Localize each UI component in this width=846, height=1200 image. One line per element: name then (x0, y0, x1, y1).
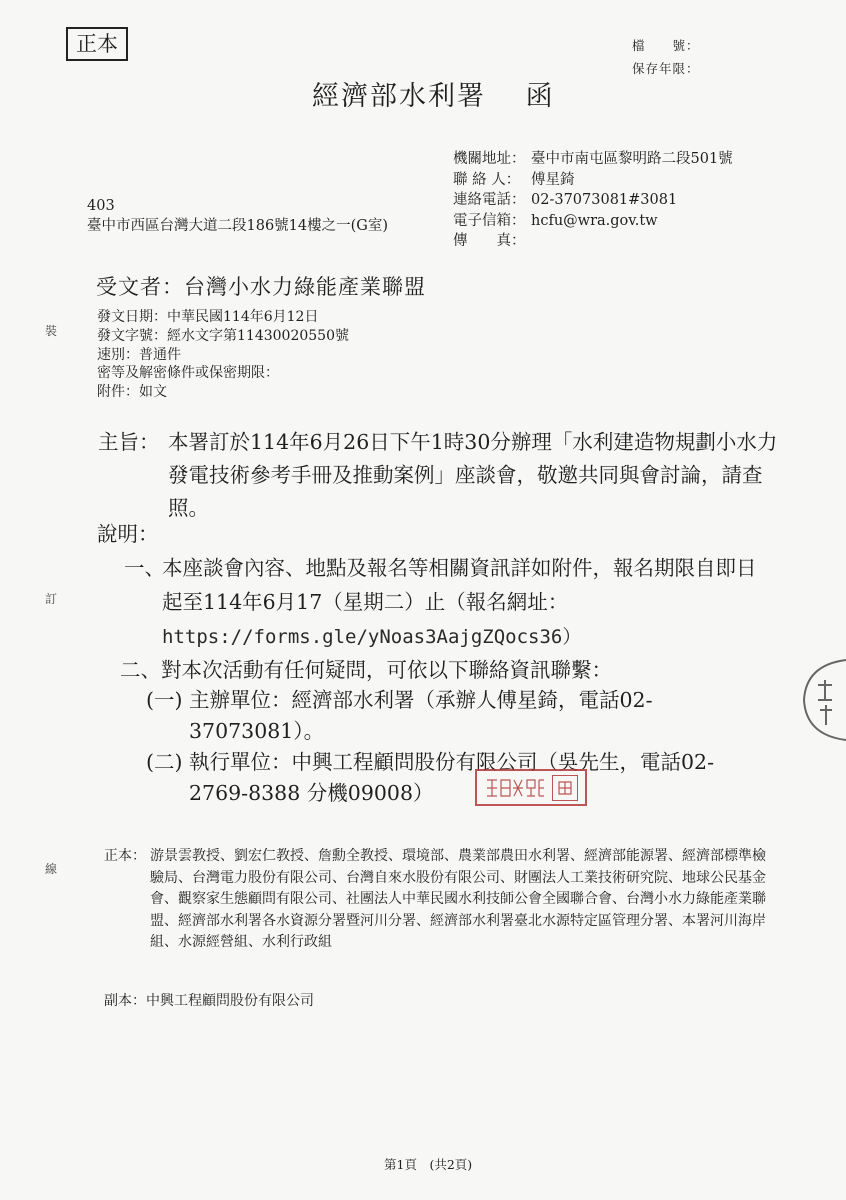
sub-item-2-body: 執行單位：中興工程顧問股份有限公司（吳先生，電話02-2769-8388 分機09008） (189, 750, 715, 805)
sender-contact: 傅星錡 (531, 171, 575, 188)
original-copy-stamp: 正本 (66, 27, 128, 61)
subject-body: 本署訂於114年6月26日下午1時30分辦理「水利建造物規劃小水力發電技術參考手冊及推動案例」座談會，敬邀共同與會討論，請查照。 (168, 430, 778, 520)
copy-recipients: 副本：中興工程顧問股份有限公司 (104, 993, 314, 1009)
binding-mark-line: 線 (45, 862, 58, 876)
sender-phone: 02-37073081#3081 (531, 192, 678, 208)
phone-label: 連絡電話： (453, 192, 526, 208)
file-number-label: 檔 號： (632, 38, 700, 53)
partial-stamp-icon (796, 655, 846, 745)
sub-item-1-number: (一) (146, 688, 183, 712)
seal-glyphs-icon (484, 776, 546, 800)
sender-address: 臺中市南屯區黎明路二段501號 (531, 151, 733, 167)
item-1-body: 本座談會內容、地點及報名等相關資訊詳如附件，報名期限自即日起至114年6月17（星期二）止（報名網址： (162, 556, 757, 614)
recipient: 受文者：台灣小水力綠能產業聯盟 (96, 275, 426, 299)
item-1-number: 一、 (124, 556, 165, 580)
retention-label: 保存年限： (632, 61, 700, 76)
document-meta (97, 308, 349, 402)
sender-email: hcfu@wra.gov.tw (531, 212, 658, 229)
company-seal (475, 769, 587, 806)
email-label: 電子信箱： (453, 212, 526, 229)
sender-info (453, 149, 733, 252)
document-title: 經濟部水利署 函 (312, 81, 555, 112)
issue-date: 發文日期：中華民國114年6月12日 (97, 309, 319, 325)
receiver-street: 臺中市西區台灣大道二段186號14樓之一(G室) (87, 217, 389, 234)
file-meta (632, 34, 700, 80)
sub-item-1-body: 主辦單位：經濟部水利署（承辦人傅星錡，電話02-37073081）。 (189, 688, 653, 743)
registration-link[interactable]: https://forms.gle/yNoas3AajgZQocs36） (162, 626, 582, 648)
contact-label: 聯 絡 人： (453, 171, 521, 188)
explanation-title: 說明： (97, 522, 159, 546)
seal-mark-icon (556, 779, 574, 797)
attachment: 附件：如文 (97, 384, 167, 401)
issue-number: 發文字號：經水文字第11430020550號 (97, 327, 349, 344)
sub-item-2-number: (二) (146, 750, 183, 774)
fax-label: 傳 真： (453, 233, 526, 249)
address-label: 機關地址： (453, 151, 526, 167)
explanation-item-2: 二、對本次活動有任何疑問，可依以下聯絡資訊聯繫： (120, 658, 612, 682)
page-footer: 第1頁 (共2頁) (384, 1157, 473, 1172)
receiver-address (87, 197, 422, 236)
binding-mark-bind: 裝 (45, 324, 58, 338)
original-recipients-label: 正本： (104, 848, 146, 864)
speed: 速別：普通件 (97, 346, 181, 363)
seal-inner-box (552, 775, 578, 801)
subject-label: 主旨： (98, 430, 160, 454)
receiver-zip: 403 (87, 198, 115, 214)
secrecy: 密等及解密條件或保密期限： (97, 365, 279, 382)
binding-mark-staple: 訂 (45, 592, 58, 606)
original-recipients-list: 游景雲教授、劉宏仁教授、詹勳全教授、環境部、農業部農田水利署、經濟部能源署、經濟部標準檢驗局、台灣電力股份有限公司、台灣自來水股份有限公司、財團法人工業技術研究院、地球公民基金會、觀察家生態顧問有限公司、社團法人中華民國水利技師公會全國聯合會、台灣小水力綠能產業聯盟、經濟部水利署各水資源分署暨河川分署、經濟部水利署臺北水源特定區管理分署、本署河川海岸組、水源經營組、水利行政組 (150, 848, 766, 950)
